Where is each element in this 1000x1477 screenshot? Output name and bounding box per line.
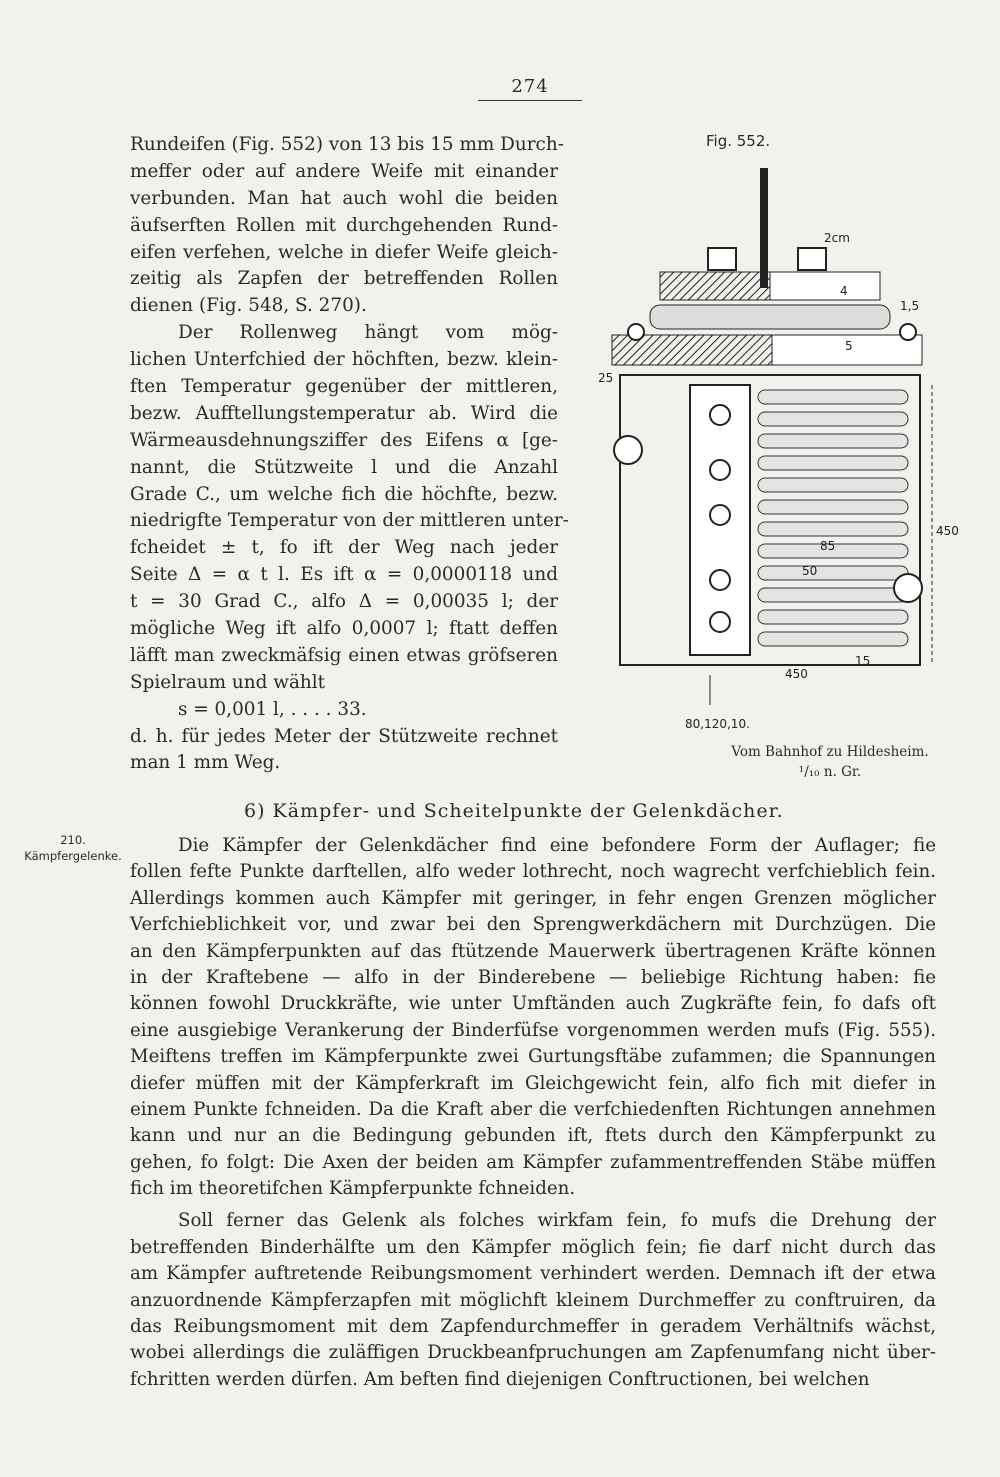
text-line: einem Punkte fchneiden. Da die Kraft aber die verfchiedenften Richtungen annehmen [130, 1098, 936, 1120]
text-line: ften Temperatur gegenüber der mittleren, [130, 376, 558, 398]
text-line: fcheidet ± t, fo ift der Weg nach jeder [130, 537, 558, 559]
margin-note-number: 210. [60, 833, 86, 847]
dim-15-bottom: 15 [855, 654, 871, 668]
text-line: diefer müffen mit der Kämpferkraft im Gleichgewicht fein, alfo fich mit diefer in [130, 1072, 936, 1094]
text-line: eifen verfehen, welche in diefer Weife gleich- [130, 241, 558, 263]
vertical-rod [760, 168, 768, 288]
dim-top: 2cm [824, 231, 850, 245]
bolt-right [900, 324, 916, 340]
text-line: können fowohl Druckkräfte, wie unter Umftänden auch Zugkräfte fein, fo dafs oft [130, 993, 936, 1015]
roller-bearing-figure [590, 160, 959, 735]
text-line: Meiftens treffen im Kämpferpunkte zwei Gurtungsftäbe zufammen; die Spannungen [130, 1046, 936, 1068]
margin-note [18, 832, 128, 864]
text-line: verbunden. Man hat auch wohl die beiden [130, 187, 558, 209]
text-line: betreffenden Binderhälfte um den Kämpfer möglich fein; fie darf nicht durch das [130, 1236, 936, 1258]
dim-15: 1,5 [900, 299, 920, 313]
dim-85: 85 [820, 539, 836, 553]
text-line: follen fefte Punkte darftellen, alfo weder lothrecht, noch wagrecht verfchieblich fein. [130, 861, 936, 883]
text-line: gehen, fo folgt: Die Axen der beiden am Kämpfer zufammentreffenden Stäbe müffen [130, 1151, 936, 1173]
text-line: äufserften Rollen mit durchgehenden Rund- [130, 214, 558, 236]
margin-note-title: Kämpfergelenke. [24, 849, 122, 863]
text-line: lichen Unterfchied der höchften, bezw. klein- [130, 349, 558, 371]
text-line: Allerdings kommen auch Kämpfer mit geringer, in fehr engen Grenzen möglicher [130, 887, 936, 909]
top-plate-right [770, 272, 880, 300]
text-line: Verfchieblichkeit vor, und zwar bei den Sprengwerkdächern mit Durchzügen. Die [130, 914, 936, 936]
text-line: in der Kraftebene — alfo in der Binderebene — beliebige Richtung haben: fie [130, 966, 936, 988]
roller-stack [758, 390, 908, 646]
caption-scale: ¹/₁₀ n. Gr. [798, 764, 862, 780]
dim-4: 4 [840, 284, 848, 298]
text-line: am Kämpfer auftretende Reibungsmoment verhindert werden. Demnach ift der etwa [130, 1263, 936, 1285]
text-line: d. h. für jedes Meter der Stützweite rechnet [130, 725, 558, 747]
text-line: Der Rollenweg hängt vom mög- [178, 322, 558, 344]
figure-label: Fig. 552. [706, 132, 771, 150]
section-heading: 6) Kämpfer- und Scheitelpunkte der Gelenkdächer. [244, 800, 784, 822]
caption-text: Vom Bahnhof zu Hildesheim. [731, 744, 929, 760]
text-line: läfft man zweckmäfsig einen etwas gröfseren [130, 644, 558, 666]
text-line: fchritten werden dürfen. Am beften find diejenigen Conftructionen, bei welchen [130, 1368, 870, 1390]
top-plate-hatched [660, 272, 770, 300]
text-line: eine ausgiebige Verankerung der Binderfüfse vorgenommen werden mufs (Fig. 555). [130, 1019, 936, 1041]
dim-50: 50 [802, 564, 818, 578]
dim-450-horizontal: 450 [785, 667, 808, 681]
text-line: anzuordnende Kämpferzapfen mit möglichft kleinem Durchmeffer zu conftruiren, da [130, 1289, 936, 1311]
nut-left [708, 248, 736, 270]
text-line: Soll ferner das Gelenk als folches wirkfam fein, fo mufs die Drehung der [178, 1210, 936, 1232]
text-line: dienen (Fig. 548, S. 270). [130, 295, 367, 317]
text-line: Die Kämpfer der Gelenkdächer find eine befondere Form der Auflager; fie [178, 835, 936, 856]
text-line: zeitig als Zapfen der betreffenden Rollen [130, 268, 558, 290]
text-line: Rundeifen (Fig. 552) von 13 bis 15 mm Durch- [130, 134, 564, 155]
body-text [130, 833, 936, 1393]
side-bolt-left [614, 436, 642, 464]
text-line: bezw. Aufftellungstemperatur ab. Wird die [130, 402, 558, 424]
top-roller [650, 305, 890, 329]
text-line: Seite Δ = α t l. Es ift α = 0,0000118 und [130, 564, 558, 586]
left-column-text [130, 132, 569, 777]
page-number: 274 [478, 76, 582, 101]
text-line: s = 0,001 l, . . . . 33. [178, 698, 367, 720]
text-line: nannt, die Stützweite l und die Anzahl [130, 456, 558, 478]
text-line: wobei allerdings die zuläffigen Druckbeanfpruchungen am Zapfenumfang nicht über- [130, 1342, 936, 1364]
text-line: meffer oder auf andere Weife mit einander [130, 160, 558, 182]
bolt-left [628, 324, 644, 340]
dim-25: 25 [598, 371, 614, 385]
dim-450-vertical: 450 [936, 524, 959, 538]
nut-right [798, 248, 826, 270]
side-bolt-right [894, 574, 922, 602]
text-line: niedrigfte Temperatur von der mittleren unter- [130, 510, 569, 532]
text-line: Wärmeausdehnungsziffer des Eifens α [ge- [130, 429, 558, 451]
text-line: Grade C., um welche fich die höchfte, bezw. [130, 483, 558, 505]
text-line: mögliche Weg ift alfo 0,0007 l; ftatt deffen [130, 618, 558, 640]
text-line: Spielraum und wählt [130, 671, 326, 693]
text-line: an den Kämpferpunkten auf das ftützende Mauerwerk übertragenen Kräfte können [130, 940, 936, 962]
text-line: fich im theoretifchen Kämpferpunkte fchneiden. [130, 1178, 576, 1200]
text-line: t = 30 Grad C., alfo Δ = 0,00035 l; der [130, 591, 558, 613]
text-line: das Reibungsmoment mit dem Zapfendurchmeffer in geradem Verhältnifs wächst, [130, 1316, 936, 1338]
dim-5: 5 [845, 339, 853, 353]
figure-caption [700, 742, 960, 782]
text-line: man 1 mm Weg. [130, 752, 281, 774]
profile-label: 80,120,10. [685, 717, 750, 731]
text-line: kann und nur an die Bedingung gebunden ift, ftets durch den Kämpferpunkt zu [130, 1125, 936, 1147]
